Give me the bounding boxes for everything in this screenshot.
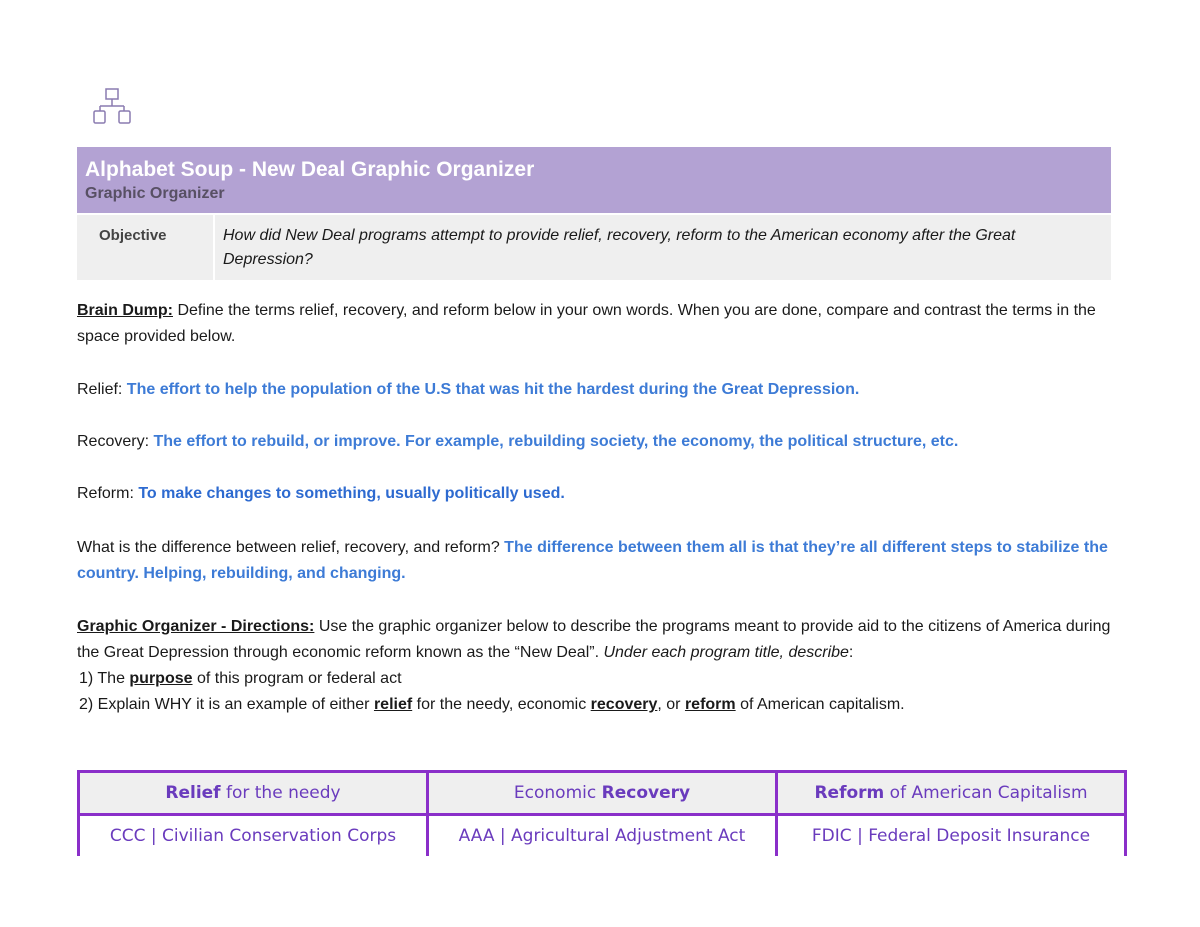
- directions-list: [77, 666, 1137, 718]
- title-banner: [77, 147, 1111, 214]
- brain-dump-paragraph: [77, 298, 1137, 350]
- page-subtitle: Graphic Organizer: [85, 185, 225, 202]
- relief-definition: [77, 377, 1137, 403]
- objective-label: Objective: [77, 214, 214, 280]
- list-item-text: of this program or federal act: [192, 670, 402, 687]
- header-table: [77, 147, 1111, 280]
- directions-text: Use the graphic organizer below to describe the programs meant to provide aid to the citizens of America during the Great Depression through economic reform known as the “New Deal”.: [77, 618, 1111, 661]
- program-ccc: CCC | Civilian Conservation Corps: [79, 815, 428, 857]
- directions-paragraph: [77, 614, 1137, 718]
- reform-answer: To make changes to something, usually politically used.: [138, 485, 565, 502]
- list-item-text: , or: [657, 696, 685, 713]
- directions-colon: :: [848, 644, 854, 661]
- reform-definition: [77, 481, 1137, 507]
- difference-paragraph: [77, 535, 1137, 587]
- brain-dump-label: Brain Dump:: [77, 302, 173, 319]
- recovery-answer: The effort to rebuild, or improve. For example, rebuilding society, the economy, the political structure, etc.: [153, 433, 959, 450]
- reform-label: Reform:: [77, 485, 139, 502]
- relief-answer: The effort to help the population of the U.S that was hit the hardest during the Great Depression.: [126, 381, 860, 398]
- list-item-text: The: [93, 670, 130, 687]
- recovery-term: recovery: [590, 696, 658, 713]
- brain-dump-text: Define the terms relief, recovery, and reform below in your own words. When you are done, compare and contrast the terms in the space provided below.: [77, 302, 1096, 345]
- directions-italic: Under each program title, describe: [603, 644, 849, 661]
- list-item: [77, 692, 1137, 718]
- relief-column-header: [79, 772, 428, 815]
- list-item-text: Explain WHY it is an example of either: [93, 696, 374, 713]
- relief-label: Relief:: [77, 381, 127, 398]
- header-bold: Reform: [814, 783, 885, 803]
- header-bold: Relief: [165, 783, 221, 803]
- recovery-column-header: [428, 772, 777, 815]
- recovery-definition: [77, 429, 1137, 455]
- page-title: Alphabet Soup - New Deal Graphic Organizer: [85, 158, 535, 181]
- difference-question: What is the difference between relief, recovery, and reform?: [77, 539, 505, 556]
- purpose-term: purpose: [129, 670, 193, 687]
- reform-term: reform: [684, 696, 736, 713]
- list-item-number: 1): [79, 670, 94, 687]
- header-text: for the needy: [220, 783, 341, 803]
- list-item: [77, 666, 1137, 692]
- reform-column-header: [777, 772, 1126, 815]
- program-aaa: AAA | Agricultural Adjustment Act: [428, 815, 777, 857]
- objective-text: How did New Deal programs attempt to provide relief, recovery, reform to the American economy after the Great Depression?: [214, 214, 1111, 280]
- list-item-text: for the needy, economic: [412, 696, 591, 713]
- header-text: of American Capitalism: [884, 783, 1088, 803]
- header-text: Economic: [513, 783, 602, 803]
- relief-term: relief: [373, 696, 413, 713]
- list-item-number: 2): [79, 696, 94, 713]
- programs-table: [77, 770, 1127, 856]
- difference-answer: The difference between them all is that they’re all different steps to stabilize the country. Helping, rebuilding, and changing.: [77, 539, 1108, 582]
- program-fdic: FDIC | Federal Deposit Insurance: [777, 815, 1126, 857]
- directions-label: Graphic Organizer - Directions:: [77, 618, 315, 635]
- recovery-label: Recovery:: [77, 433, 154, 450]
- list-item-text: of American capitalism.: [735, 696, 905, 713]
- header-bold: Recovery: [601, 783, 691, 803]
- org-chart-icon: [92, 88, 136, 128]
